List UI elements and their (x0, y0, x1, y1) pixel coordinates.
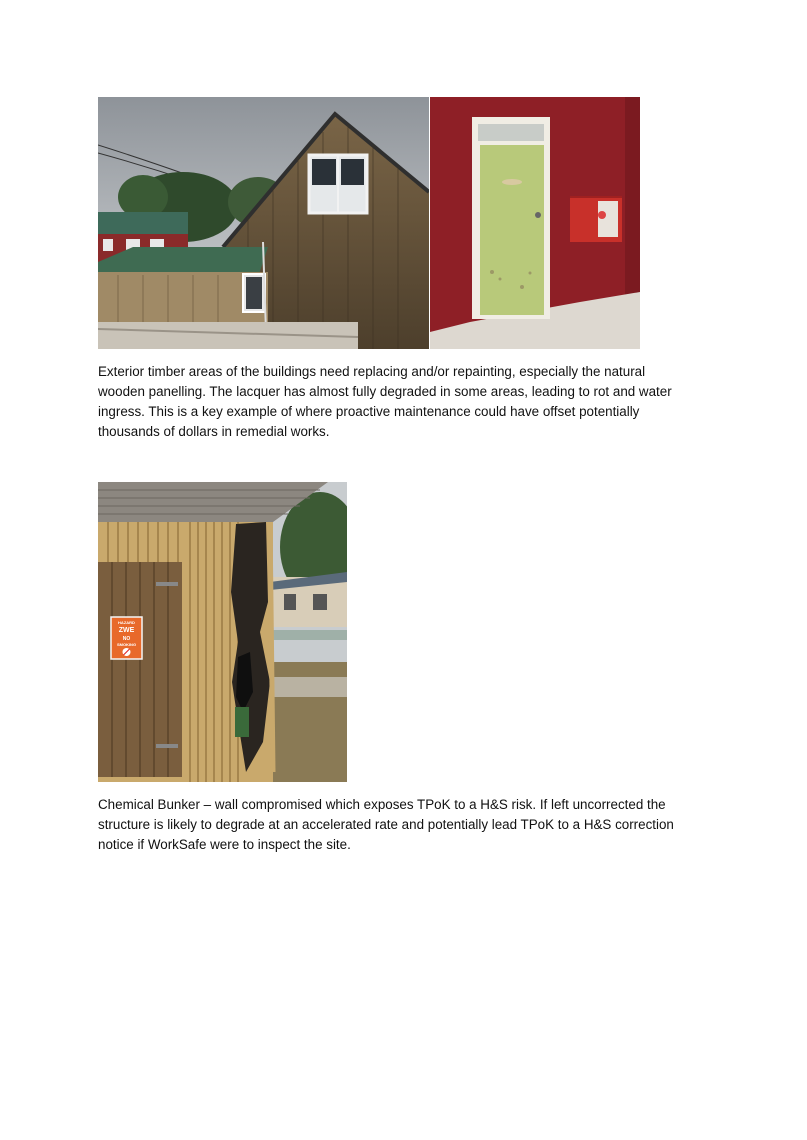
sign-line: SMOKING (116, 642, 137, 647)
door-handle (535, 212, 541, 218)
bunker-caption (98, 795, 698, 855)
caption-line: structure is likely to degrade at an accelerated rate and potentially lead TPoK to a H&S correction (98, 817, 674, 832)
caption-line: thousands of dollars in remedial works. (98, 424, 330, 439)
bunker-photo (98, 482, 347, 782)
sign-line: NO (122, 636, 131, 642)
door-photo (430, 97, 640, 349)
shed-photo (98, 97, 429, 349)
caption-line: notice if WorkSafe were to inspect the site. (98, 837, 351, 852)
caption-line: wooden panelling. The lacquer has almost fully degraded in some areas, leading to rot and water (98, 384, 672, 399)
sign-line: HAZARD (118, 620, 135, 625)
caption-line: Exterior timber areas of the buildings need replacing and/or repainting, especially the natural (98, 364, 646, 379)
green-door (480, 145, 544, 315)
caption-line: Chemical Bunker – wall compromised which exposes TPoK to a H&S risk. If left uncorrected the (98, 797, 666, 812)
sign-line: ZWE (118, 627, 135, 634)
shed-caption (98, 362, 698, 442)
warning-sign (111, 617, 142, 659)
caption-line: ingress. This is a key example of where proactive maintenance could have offset potentially (98, 404, 640, 419)
